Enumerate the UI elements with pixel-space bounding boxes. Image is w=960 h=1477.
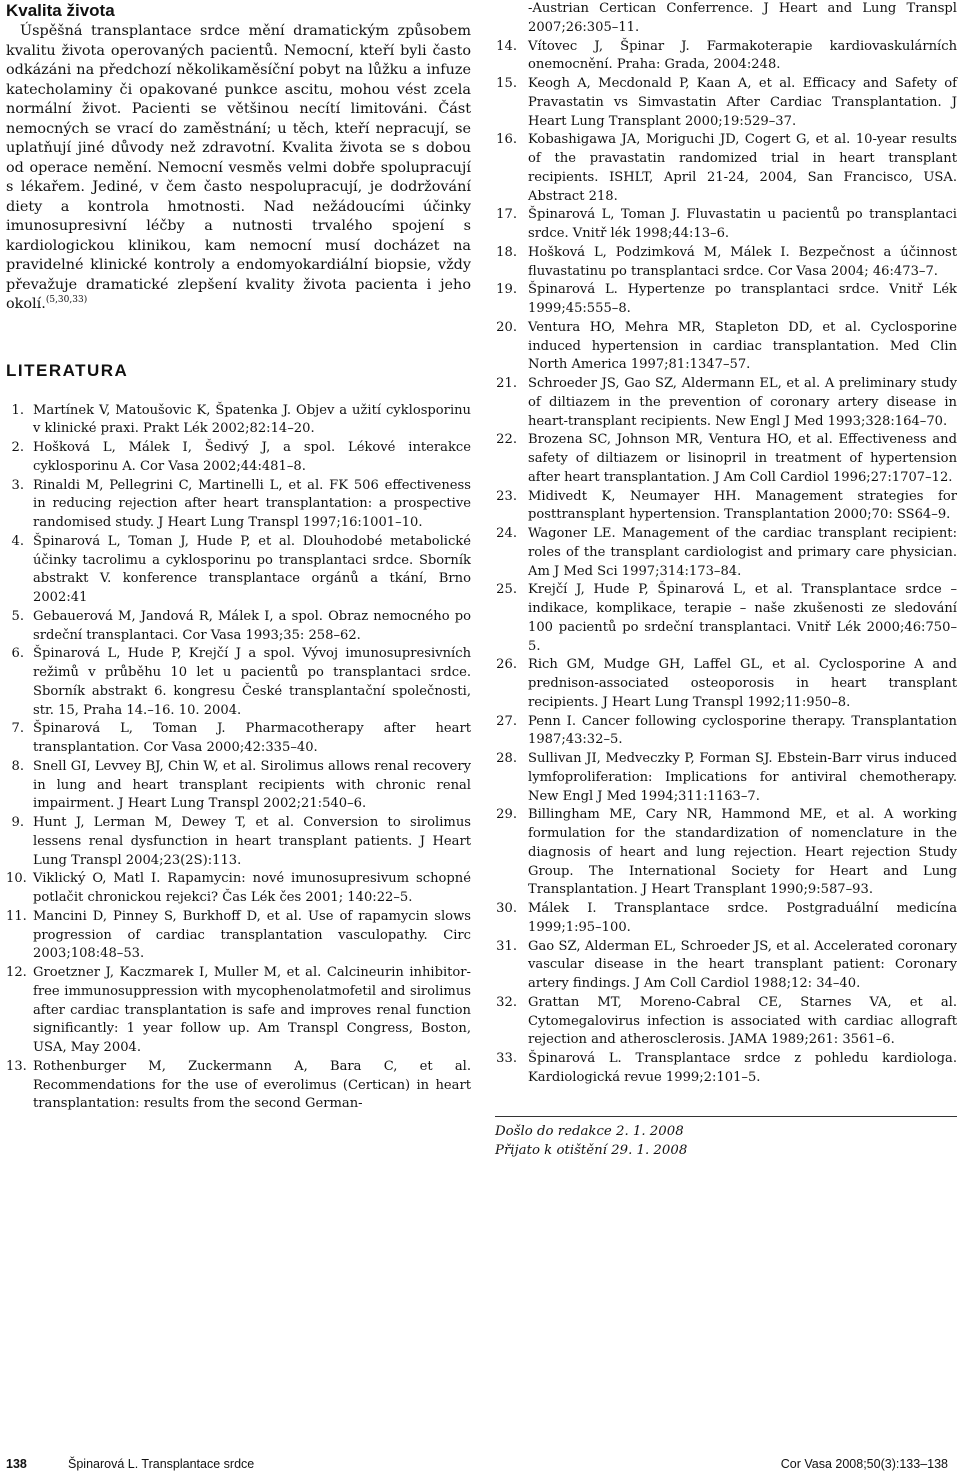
reference-item: [495, 75, 957, 131]
reference-item: [495, 525, 957, 581]
reference-item: [6, 814, 471, 870]
reference-text: Vítovec J, Špinar J. Farmakoterapie kardiovaskulárních onemocnění. Praha: Grada, 2004:248.: [528, 38, 957, 73]
reference-text: Špinarová L, Toman J. Fluvastatin u pacientů po transplantaci srdce. Vnitř lék 1998;44:13–6.: [528, 207, 957, 241]
reference-number: 22.: [496, 432, 517, 448]
reference-number: 27.: [496, 713, 517, 729]
reference-text: Rich GM, Mudge GH, Laffel GL, et al. Cyclosporine A and prednison-associated osteoporosis in heart transplant recipients. J Heart Lung Transpl 1992;11:950–8.: [528, 657, 957, 710]
reference-continuation: [495, 0, 957, 38]
reference-text: Rothenburger M, Zuckermann A, Bara C, et al. Recommendations for the use of everolimus (Certican) in heart transplantation: results from the second German-: [33, 1058, 471, 1112]
reference-item: [6, 908, 471, 964]
reference-number: 32.: [496, 994, 517, 1010]
reference-item: [495, 656, 957, 712]
reference-number: 26.: [496, 657, 517, 673]
reference-number: 20.: [496, 319, 517, 335]
accepted-date: Přijato k otištění 29. 1. 2008: [495, 1142, 688, 1158]
running-title: Špinarová L. Transplantace srdce: [68, 1457, 255, 1471]
reference-text: Keogh A, Mecdonald P, Kaan A, et al. Efficacy and Safety of Pravastatin vs Simvastatin After Cardiac Transplantation. J Heart Lung Transplant 2000;19:529–37.: [528, 76, 957, 129]
reference-item: [6, 477, 471, 533]
reference-item: [6, 645, 471, 720]
reference-item: [495, 431, 957, 487]
reference-item: [495, 750, 957, 806]
reference-text: Špinarová L. Hypertenze po transplantaci srdce. Vnitř Lék 1999;45:555–8.: [528, 282, 957, 316]
reference-number: 17.: [496, 207, 517, 223]
reference-number: 2.: [11, 440, 24, 455]
literature-heading: LITERATURA: [6, 360, 129, 380]
reference-item: [495, 994, 957, 1050]
reference-number: 11.: [6, 908, 27, 924]
reference-text: Gebauerová M, Jandová R, Málek I, a spol. Obraz nemocného po srdeční transplantaci. Cor Vasa 1993;35: 258–62.: [33, 608, 471, 643]
reference-text: Gao SZ, Alderman EL, Schroeder JS, et al. Accelerated coronary vascular disease in the heart transplant patient: Coronary artery findings. J Am Coll Cardiol 1988;12: 34–40.: [528, 938, 957, 991]
reference-text: Kobashigawa JA, Moriguchi JD, Cogert G, et al. 10-year results of the pravastatin randomized trial in heart transplant recipients. ISHLT, April 21-24, 2004, San Francisco, USA. Abstract 218.: [528, 132, 957, 204]
reference-item: [6, 720, 471, 758]
reference-number: 10.: [6, 871, 27, 887]
reference-text: Brozena SC, Johnson MR, Ventura HO, et al. Effectiveness and safety of diltiazem or lisinopril in treatment of hypertension after heart transplantation. J Am Coll Cardiol 1996;27:1707–12.: [528, 432, 957, 485]
reference-text: Grattan MT, Moreno-Cabral CE, Starnes VA, et al. Cytomegalovirus infection is associated with cardiac allograft rejection and atherosclerosis. JAMA 1989;261: 3561–6.: [528, 994, 957, 1048]
submission-dates: [495, 1116, 957, 1160]
reference-number: 1.: [11, 402, 24, 418]
reference-item: [6, 439, 471, 477]
reference-number: 15.: [496, 76, 517, 91]
received-date: Došlo do redakce 2. 1. 2008: [495, 1123, 684, 1139]
reference-text: Sullivan JI, Medveczky P, Forman SJ. Ebstein-Barr virus induced lymfoproliferation: Implications for antiviral chemotherapy. New Engl J Med 1994;311:1163–7.: [528, 751, 957, 804]
reference-number: 31.: [496, 938, 517, 954]
reference-number: 14.: [496, 38, 517, 54]
reference-number: 19.: [496, 282, 517, 298]
reference-number: 25.: [496, 582, 517, 598]
paragraph-text: Úspěšná transplantace srdce mění dramatickým způsobem kvalitu života operovaných pacientů. Nemocní, kteří byli často odkázáni na předchozí několikaměsíční pobyt na lůžku a infuze katecholaminy či opakované punkce ascitu, mohou vést zcela normální život. Pacienti se většinou necítí limitováni. Část nemocných se vrací do zaměstnání; u těch, kteří nepracují, se uplatňují jiné důvody než zdravotní. Kvalita života se s dobou od operace nemění. Nemocní vesměs velmi dobře spolupracují s lékařem. Jediné, v čem často nespolupracují, je dodržování diety a kontrola hmotnosti. Nad nežádoucími účinky imunosupresivní léčby a nutnosti trvalého spojení s kardiologickou klinikou, kam nemocní musí docházet na pravidelné klinické kontroly a endomyokardiální biopsie, vždy převažuje dramatické zlepšení kvality života pacienta i jeho okolí.: [6, 23, 471, 312]
reference-text: Málek I. Transplantace srdce. Postgraduální medicína 1999;1:95–100.: [528, 901, 957, 935]
reference-text: Hošková L, Podzimková M, Málek I. Bezpečnost a účinnost fluvastatinu po transplantaci srdce. Cor Vasa 2004; 46:473–7.: [528, 244, 957, 279]
reference-list-right: [495, 38, 957, 1088]
reference-item: [495, 938, 957, 994]
reference-item: [495, 900, 957, 938]
reference-number: 8.: [11, 758, 24, 774]
reference-text: Viklický O, Matl I. Rapamycin: nové imunosupresivum schopné potlačit chronickou rejekci? Čas Lék čes 2001; 140:22–5.: [33, 871, 471, 905]
reference-item: [6, 964, 471, 1058]
reference-text: Krejčí J, Hude P, Špinarová L, et al. Transplantace srdce – indikace, komplikace, terapie – naše zkušenosti ze sledování 100 pacientů po srdeční transplantaci. Vnitř Lék 2000;46:750–5.: [528, 582, 957, 654]
reference-number: 24.: [496, 526, 517, 541]
quality-of-life-paragraph: [6, 22, 471, 315]
reference-text: Snell GI, Levvey BJ, Chin W, et al. Sirolimus allows renal recovery in lung and heart transplant recipients with chronic renal impairment. J Heart Lung Transpl 2002;21:540–6.: [33, 758, 471, 812]
reference-number: 16.: [496, 132, 517, 148]
reference-number: 30.: [496, 901, 517, 916]
reference-number: 3.: [11, 477, 24, 493]
reference-number: 6.: [11, 646, 24, 662]
reference-text: Hošková L, Málek I, Šedivý J, a spol. Lékové interakce cyklosporinu A. Cor Vasa 2002;44:481–8.: [33, 440, 471, 474]
reference-item: [6, 758, 471, 814]
reference-text: Špinarová L. Transplantace srdce z pohledu kardiologa. Kardiologická revue 1999;2:101–5.: [528, 1051, 957, 1085]
reference-item: [495, 206, 957, 244]
reference-text: Špinarová L, Toman J. Pharmacotherapy after heart transplantation. Cor Vasa 2000;42:335–40.: [33, 721, 471, 755]
reference-number: 28.: [496, 751, 517, 766]
reference-item: [495, 319, 957, 375]
reference-text: Ventura HO, Mehra MR, Stapleton DD, et al. Cyclosporine induced hypertension in cardiac transplantation. Med Clin North America 1997;81:1347–57.: [528, 319, 957, 373]
reference-number: 18.: [496, 244, 517, 260]
reference-item: [495, 488, 957, 526]
reference-text: Špinarová L, Toman J, Hude P, et al. Dlouhodobé metabolické účinky tacrolimu a cyklosporinu po transplantaci srdce. Sborník abstrakt V. konference transplantace orgánů a tkání, Brno 2002:41: [33, 533, 471, 605]
reference-item: [6, 402, 471, 440]
reference-continuation-text: -Austrian Certican Conferrence. J Heart and Lung Transpl 2007;26:305–11.: [528, 1, 957, 35]
reference-text: Wagoner LE. Management of the cardiac transplant recipient: roles of the transplant cardiologist and primary care physician. Am J Med Sci 1997;314:173–84.: [528, 526, 957, 579]
right-column: [495, 0, 957, 1160]
reference-number: 5.: [11, 608, 24, 624]
reference-item: [6, 608, 471, 646]
reference-item: [6, 870, 471, 908]
reference-number: 7.: [11, 721, 24, 737]
reference-number: 21.: [496, 376, 517, 391]
page-number: 138: [6, 1457, 27, 1471]
reference-text: Hunt J, Lerman M, Dewey T, et al. Conversion to sirolimus lessens renal dysfunction in heart transplant patients. J Heart Lung Transpl 2004;23(2S):113.: [33, 815, 471, 868]
reference-text: Groetzner J, Kaczmarek I, Muller M, et al. Calcineurin inhibitor-free immunosuppression with mycophenolatmofetil and sirolimus after cardiac transplantation is safe and improves renal function significantly: 1 year follow up. Am Transpl Congress, Boston, USA, May 2004.: [33, 965, 471, 1055]
reference-item: [495, 713, 957, 751]
reference-item: [495, 1050, 957, 1088]
reference-text: Mancini D, Pinney S, Burkhoff D, et al. Use of rapamycin slows progression of cardiac transplantation vasculopathy. Circ 2003;108:48–53.: [33, 908, 471, 962]
reference-item: [495, 581, 957, 656]
reference-number: 4.: [11, 533, 24, 549]
reference-text: Schroeder JS, Gao SZ, Aldermann EL, et al. A preliminary study of diltiazem in the prevention of coronary artery disease in heart-transplant recipients. New Engl J Med 1993;328:164–70.: [528, 376, 957, 429]
reference-number: 29.: [496, 807, 517, 823]
reference-text: Martínek V, Matoušovic K, Špatenka J. Objev a užití cyklosporinu v klinické praxi. Prakt Lék 2002;82:14–20.: [33, 402, 471, 437]
left-column: [6, 0, 471, 1114]
reference-text: Rinaldi M, Pellegrini C, Martinelli L, et al. FK 506 effectiveness in reducing rejection after heart transplantation: a prospective randomised study. J Heart Lung Transpl 1997;16:1001–10.: [33, 477, 471, 530]
reference-item: [495, 131, 957, 206]
reference-number: 13.: [6, 1058, 27, 1074]
reference-item: [495, 38, 957, 76]
reference-item: [495, 806, 957, 900]
journal-citation: Cor Vasa 2008;50(3):133–138: [780, 1457, 948, 1471]
reference-number: 23.: [496, 488, 517, 504]
reference-item: [6, 533, 471, 608]
reference-number: 9.: [11, 815, 24, 830]
reference-item: [495, 244, 957, 282]
reference-number: 12.: [6, 965, 27, 980]
paragraph-citation: (5,30,33): [45, 295, 88, 306]
reference-item: [6, 1058, 471, 1114]
reference-text: Penn I. Cancer following cyclosporine therapy. Transplantation 1987;43:32–5.: [528, 713, 957, 748]
reference-item: [495, 375, 957, 431]
reference-text: Špinarová L, Hude P, Krejčí J a spol. Vývoj imunosupresivních režimů v průběhu 10 let u pacientů po transplantaci srdce. Sborník abstrakt 6. kongresu České transplantační společnosti, str. 15, Praha 14.–16. 10. 2004.: [33, 646, 471, 718]
reference-number: 33.: [496, 1051, 517, 1066]
reference-item: [495, 281, 957, 319]
reference-text: Midivedt K, Neumayer HH. Management strategies for posttransplant hypertension. Transplantation 2000;70: SS64–9.: [528, 488, 957, 523]
reference-text: Billingham ME, Cary NR, Hammond ME, et al. A working formulation for the standardization of nomenclature in the diagnosis of heart and lung rejection. Heart rejection Study Group. The International Society for Heart and Lung Transplantation. J Heart Transplant 1990;9:587–93.: [528, 807, 957, 898]
reference-list-left: [6, 402, 471, 1115]
section-title: Kvalita života: [6, 1, 115, 20]
